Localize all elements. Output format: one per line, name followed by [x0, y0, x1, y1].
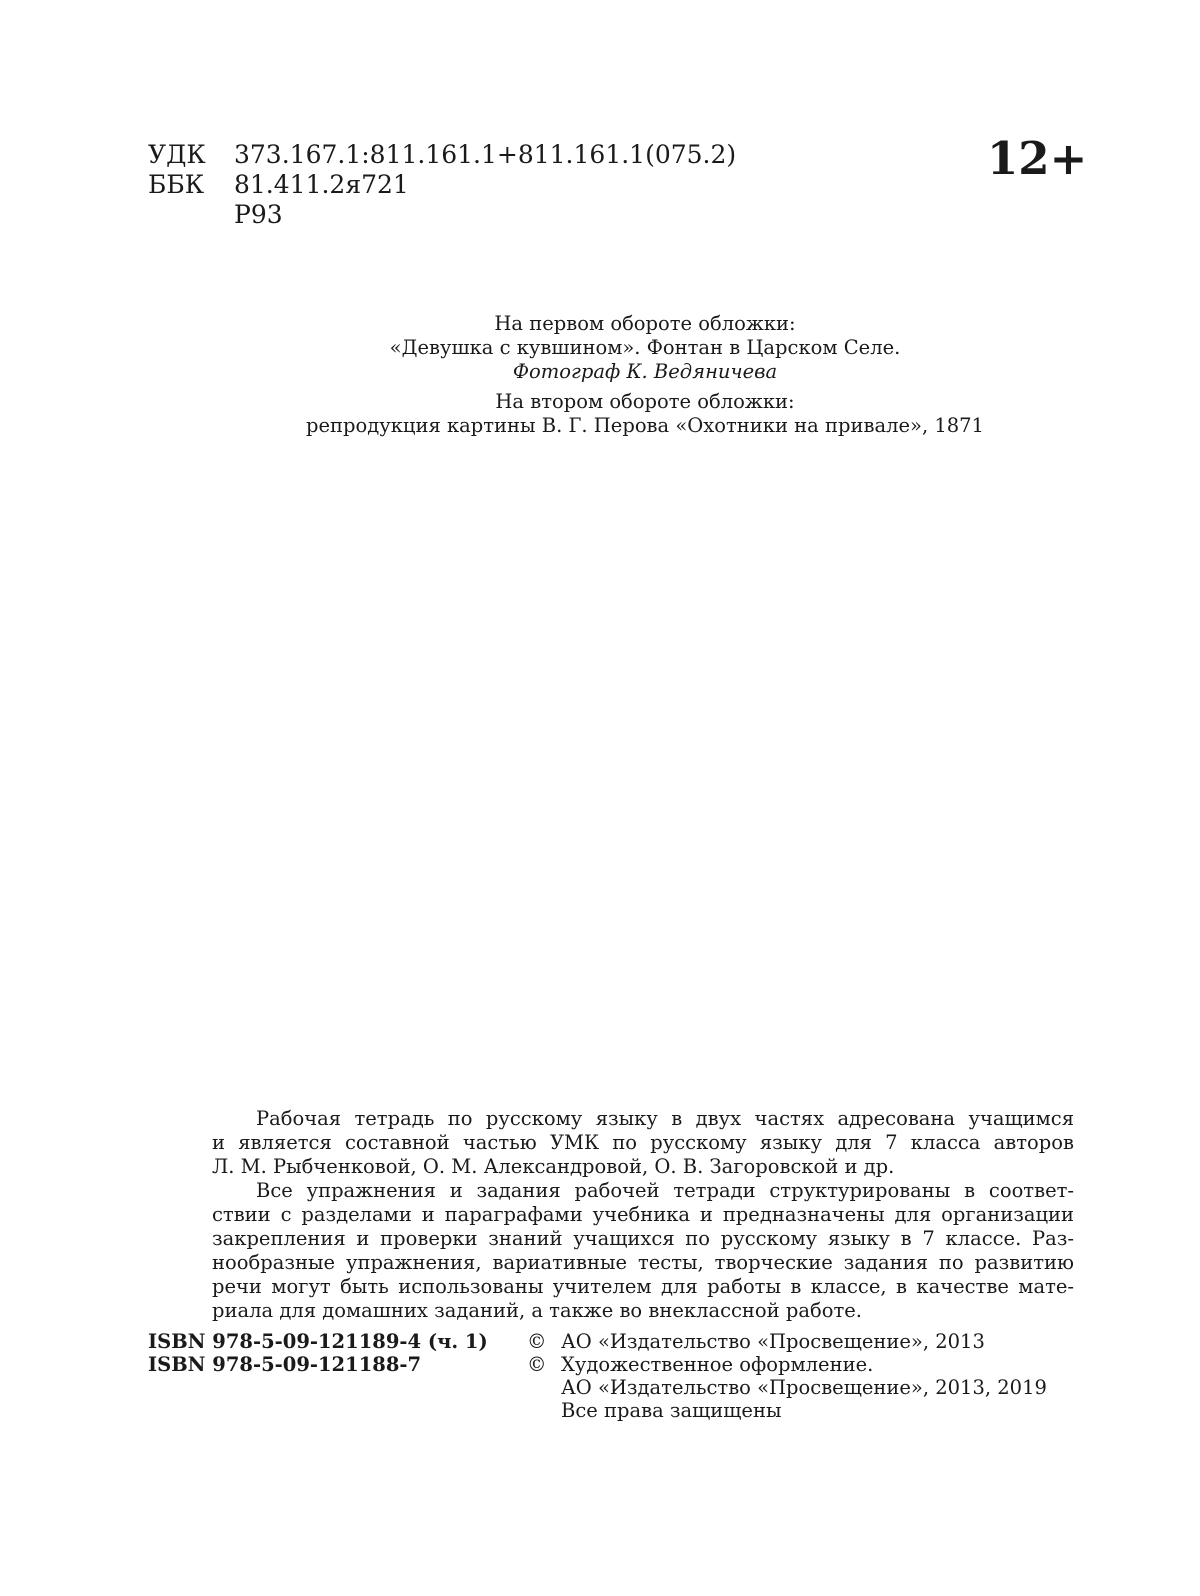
abstract-line: риала для домашних заданий, а также во внеклассной работе.	[212, 1299, 862, 1322]
isbn-part-1: ISBN 978-5-09-121189-4 (ч. 1)	[148, 1330, 488, 1353]
abstract-line: речи могут быть использованы учителем для работы в классе, в качестве мате-	[212, 1275, 1074, 1298]
author-mark: Р93	[234, 200, 283, 229]
copyright-block	[527, 1330, 1047, 1422]
classification-block	[148, 140, 736, 230]
first-cover-title: «Девушка с кувшином». Фонтан в Царском Селе.	[389, 336, 901, 359]
copyright-row	[527, 1330, 1047, 1353]
abstract-line: нообразные упражнения, вариативные тесты, творческие задания по развитию	[212, 1251, 1074, 1274]
first-cover-heading: На первом обороте обложки:	[494, 312, 796, 335]
copyright-row	[527, 1399, 1047, 1422]
abstract-line: ствии с разделами и параграфами учебника и предназначены для организации	[212, 1203, 1074, 1226]
copyright-icon: ©	[527, 1330, 547, 1353]
cover-notes	[200, 312, 1090, 438]
bbk-row	[148, 170, 736, 200]
isbn-block	[148, 1330, 488, 1376]
rights-reserved: Все права защищены	[561, 1399, 782, 1422]
first-cover-credit: Фотограф К. Ведяничева	[512, 360, 778, 383]
abstract-line: Л. М. Рыбченковой, О. М. Александровой, О. В. Загоровской и др.	[212, 1155, 895, 1178]
copyright-icon: ©	[527, 1353, 547, 1376]
udk-value: 373.167.1:811.161.1+811.161.1(075.2)	[234, 140, 737, 169]
abstract-line: Все упражнения и задания рабочей тетради структурированы в соответ-	[256, 1179, 1074, 1202]
second-cover-description: репродукция картины В. Г. Перова «Охотники на привале», 1871	[306, 414, 984, 437]
age-rating: 12+	[987, 132, 1088, 185]
abstract-line: и является составной частью УМК по русскому языку для 7 класса авторов	[212, 1131, 1074, 1154]
copyright-publisher: АО «Издательство «Просвещение», 2013	[561, 1330, 985, 1353]
udk-row	[148, 140, 736, 170]
second-cover-heading: На втором обороте обложки:	[495, 390, 795, 413]
copyright-design: Художественное оформление.	[561, 1353, 874, 1376]
abstract-text	[212, 1107, 1074, 1323]
bbk-value: 81.411.2я721	[234, 170, 409, 199]
copyright-row	[527, 1376, 1047, 1399]
abstract-line: Рабочая тетрадь по русскому языку в двух частях адресована учащимся	[256, 1107, 1074, 1130]
bbk-label: ББК	[148, 170, 205, 199]
copyright-design-publisher: АО «Издательство «Просвещение», 2013, 2019	[561, 1376, 1047, 1399]
udk-label: УДК	[148, 140, 206, 169]
copyright-row	[527, 1353, 1047, 1376]
isbn-set: ISBN 978-5-09-121188-7	[148, 1353, 422, 1376]
abstract-line: закрепления и проверки знаний учащихся по русскому языку в 7 классе. Раз-	[212, 1227, 1074, 1250]
author-mark-row	[148, 200, 736, 230]
